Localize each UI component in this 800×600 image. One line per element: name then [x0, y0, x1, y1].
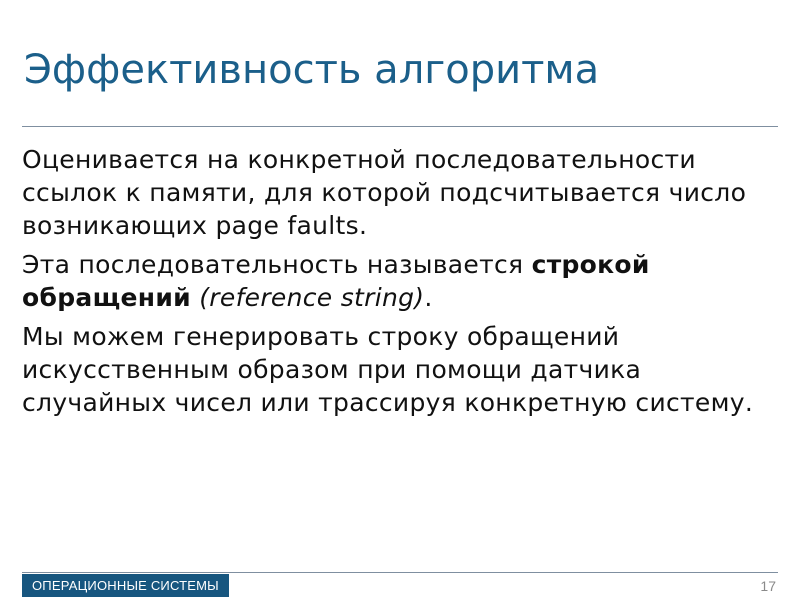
page-number: 17 [760, 578, 776, 594]
paragraph-3: Мы можем генерировать строку обращений искусственным образом при помощи датчика случайных чисел или трассируя конкретную систему. [22, 322, 754, 417]
paragraph-2-text: Эта последовательность называется [22, 250, 532, 279]
paragraph-2-end: . [424, 283, 433, 312]
footer-course-label: ОПЕРАЦИОННЫЕ СИСТЕМЫ [22, 574, 229, 597]
paragraph-2 [22, 248, 790, 314]
slide-title: Эффективность алгоритма [24, 47, 600, 93]
paragraph-2-space [191, 283, 199, 312]
paragraph-1: Оценивается на конкретной последовательности ссылок к памяти, для которой подсчитывается число возникающих page faults. [22, 145, 747, 240]
term-bold: строкой обращений [22, 250, 650, 312]
slide-body [22, 143, 790, 425]
footer-divider [22, 572, 778, 573]
title-divider [22, 126, 778, 127]
term-english-italic: (reference string) [199, 283, 425, 312]
